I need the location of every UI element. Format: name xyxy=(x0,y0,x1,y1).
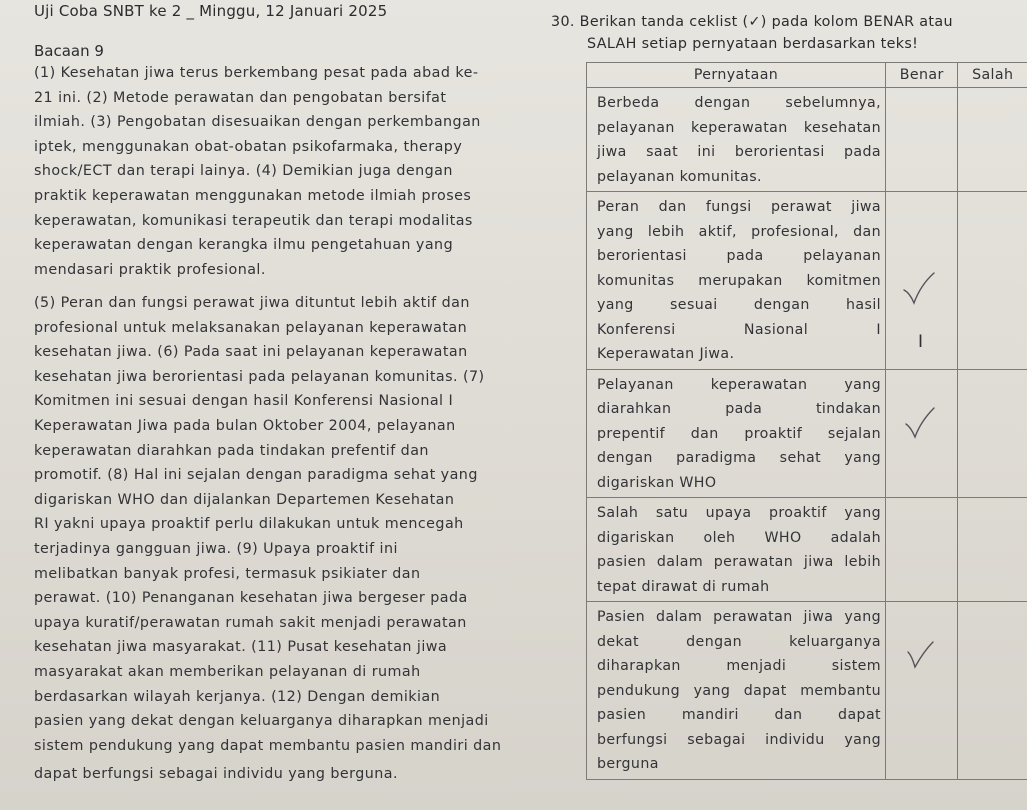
passage-title: Bacaan 9 xyxy=(34,42,104,60)
true-cell[interactable] xyxy=(886,88,958,192)
header-false: Salah xyxy=(958,63,1027,88)
header-true: Benar xyxy=(886,63,958,88)
check-mark-icon xyxy=(900,404,940,444)
passage-line: mendasari praktik profesional. xyxy=(34,261,266,278)
passage-line: keperawatan dengan kerangka ilmu pengetahuan yang xyxy=(34,237,454,254)
statement-line: Keperawatan Jiwa. xyxy=(597,346,735,362)
check-mark-icon xyxy=(900,638,940,678)
statement-line: dekat dengan keluarganya xyxy=(597,633,882,650)
statement-cell xyxy=(587,498,886,602)
passage-line: kesehatan jiwa. (6) Pada saat ini pelayanan keperawatan xyxy=(34,344,468,361)
passage-line: keperawatan diarahkan pada tindakan prefentif dan xyxy=(34,442,429,459)
statement-line: pasien dalam perawatan jiwa lebih xyxy=(597,554,882,570)
passage-line: promotif. (8) Hal ini sejalan dengan paradigma sehat yang xyxy=(34,467,478,484)
question-prompt-line-1: 30. Berikan tanda ceklist (✓) pada kolom BENAR atau xyxy=(551,14,953,30)
statement-line: berorientasi pada pelayanan xyxy=(597,248,882,264)
statement-line: digariskan oleh WHO adalah xyxy=(597,529,882,546)
statement-line: digariskan WHO xyxy=(597,474,717,491)
statement-line: diharapkan menjadi sistem xyxy=(597,658,882,674)
passage-line: profesional untuk melaksanakan pelayanan keperawatan xyxy=(34,319,468,336)
statement-line: Pelayanan keperawatan yang xyxy=(597,376,882,393)
passage-line: upaya kuratif/perawatan rumah sakit menjadi perawatan xyxy=(34,614,467,631)
statement-line: jiwa saat ini berorientasi pada xyxy=(597,144,882,160)
handwritten-mark: I xyxy=(918,332,924,352)
passage-line: pasien yang dekat dengan keluarganya diharapkan menjadi xyxy=(34,713,489,730)
statement-line: Berbeda dengan sebelumnya, xyxy=(597,95,882,111)
passage-paragraph-2 xyxy=(34,291,544,787)
passage-line: ilmiah. (3) Pengobatan disesuaikan dengan perkembangan xyxy=(34,114,481,131)
passage-line: Komitmen ini sesuai dengan hasil Konferensi Nasional I xyxy=(34,393,454,410)
true-cell[interactable] xyxy=(886,369,958,498)
header-statement: Pernyataan xyxy=(587,63,886,88)
passage-line: Keperawatan Jiwa pada bulan Oktober 2004, pelayanan xyxy=(34,417,456,434)
statement-line: berguna xyxy=(597,756,659,772)
statement-line: pelayanan komunitas. xyxy=(597,168,762,185)
check-mark-icon xyxy=(900,270,940,310)
statement-cell xyxy=(587,369,886,498)
passage-line: masyarakat akan memberikan pelayanan di rumah xyxy=(34,663,421,680)
passage-line: kesehatan jiwa masyarakat. (11) Pusat kesehatan jiwa xyxy=(34,639,448,656)
statement-line: diarahkan pada tindakan xyxy=(597,401,882,417)
false-cell[interactable] xyxy=(958,369,1027,498)
statement-cell xyxy=(587,88,886,192)
table-row xyxy=(587,498,1027,602)
passage-line: terjadinya gangguan jiwa. (9) Upaya proaktif ini xyxy=(34,540,398,557)
table-row xyxy=(587,192,1027,370)
passage-line: (5) Peran dan fungsi perawat jiwa dituntut lebih aktif dan xyxy=(34,295,470,311)
statement-cell xyxy=(587,192,886,370)
passage-line: dapat berfungsi sebagai individu yang berguna. xyxy=(34,766,398,783)
true-cell[interactable] xyxy=(886,192,958,370)
passage-line: digariskan WHO dan dijalankan Departemen Kesehatan xyxy=(34,491,455,508)
statement-line: tepat dirawat di rumah xyxy=(597,578,770,595)
passage-line: sistem pendukung yang dapat membantu pasien mandiri dan xyxy=(34,737,502,754)
statement-line: yang sesuai dengan hasil xyxy=(597,297,882,313)
question-prompt-line-2: SALAH setiap pernyataan berdasarkan teks! xyxy=(587,36,919,52)
table-row xyxy=(587,369,1027,498)
statement-line: yang lebih aktif, profesional, dan xyxy=(597,223,882,240)
statement-cell xyxy=(587,602,886,780)
statement-line: Peran dan fungsi perawat jiwa xyxy=(597,199,882,215)
statement-line: komunitas merupakan komitmen xyxy=(597,272,882,289)
passage-line: melibatkan banyak profesi, termasuk psikiater dan xyxy=(34,565,421,582)
statement-line: Salah satu upaya proaktif yang xyxy=(597,505,882,521)
true-false-table xyxy=(586,62,1027,780)
passage-line: RI yakni upaya proaktif perlu dilakukan untuk mencegah xyxy=(34,516,464,533)
table-row xyxy=(587,88,1027,192)
statement-line: Pasien dalam perawatan jiwa yang xyxy=(597,609,882,625)
passage-line: perawat. (10) Penanganan kesehatan jiwa bergeser pada xyxy=(34,590,468,607)
question-prompt xyxy=(551,11,953,55)
false-cell[interactable] xyxy=(958,602,1027,780)
true-cell[interactable] xyxy=(886,498,958,602)
true-cell[interactable] xyxy=(886,602,958,780)
passage-line: (1) Kesehatan jiwa terus berkembang pesat pada abad ke- xyxy=(34,65,479,81)
statement-line: berfungsi sebagai individu yang xyxy=(597,731,882,748)
table-row xyxy=(587,602,1027,780)
false-cell[interactable] xyxy=(958,192,1027,370)
passage-line: keperawatan, komunikasi terapeutik dan terapi modalitas xyxy=(34,212,473,229)
exam-header: Uji Coba SNBT ke 2 _ Minggu, 12 Januari 2025 xyxy=(34,2,388,20)
passage-line: praktik keperawatan menggunakan metode ilmiah proses xyxy=(34,187,472,204)
passage-line: 21 ini. (2) Metode perawatan dan pengobatan bersifat xyxy=(34,89,447,106)
passage-line: berdasarkan wilayah kerjanya. (12) Dengan demikian xyxy=(34,688,441,705)
statement-line: pelayanan keperawatan kesehatan xyxy=(597,119,882,136)
passage-paragraph-1 xyxy=(34,61,544,282)
statement-line: dengan paradigma sehat yang xyxy=(597,450,882,466)
false-cell[interactable] xyxy=(958,498,1027,602)
statement-line: prepentif dan proaktif sejalan xyxy=(597,425,882,442)
passage-line: iptek, menggunakan obat-obatan psikofarmaka, therapy xyxy=(34,138,463,155)
false-cell[interactable] xyxy=(958,88,1027,192)
statement-line: Konferensi Nasional I xyxy=(597,321,882,338)
statement-line: pendukung yang dapat membantu xyxy=(597,682,882,699)
statement-line: pasien mandiri dan dapat xyxy=(597,707,882,723)
passage-line: shock/ECT dan terapi lainya. (4) Demikian juga dengan xyxy=(34,163,453,180)
passage-line: kesehatan jiwa berorientasi pada pelayanan komunitas. (7) xyxy=(34,368,485,385)
